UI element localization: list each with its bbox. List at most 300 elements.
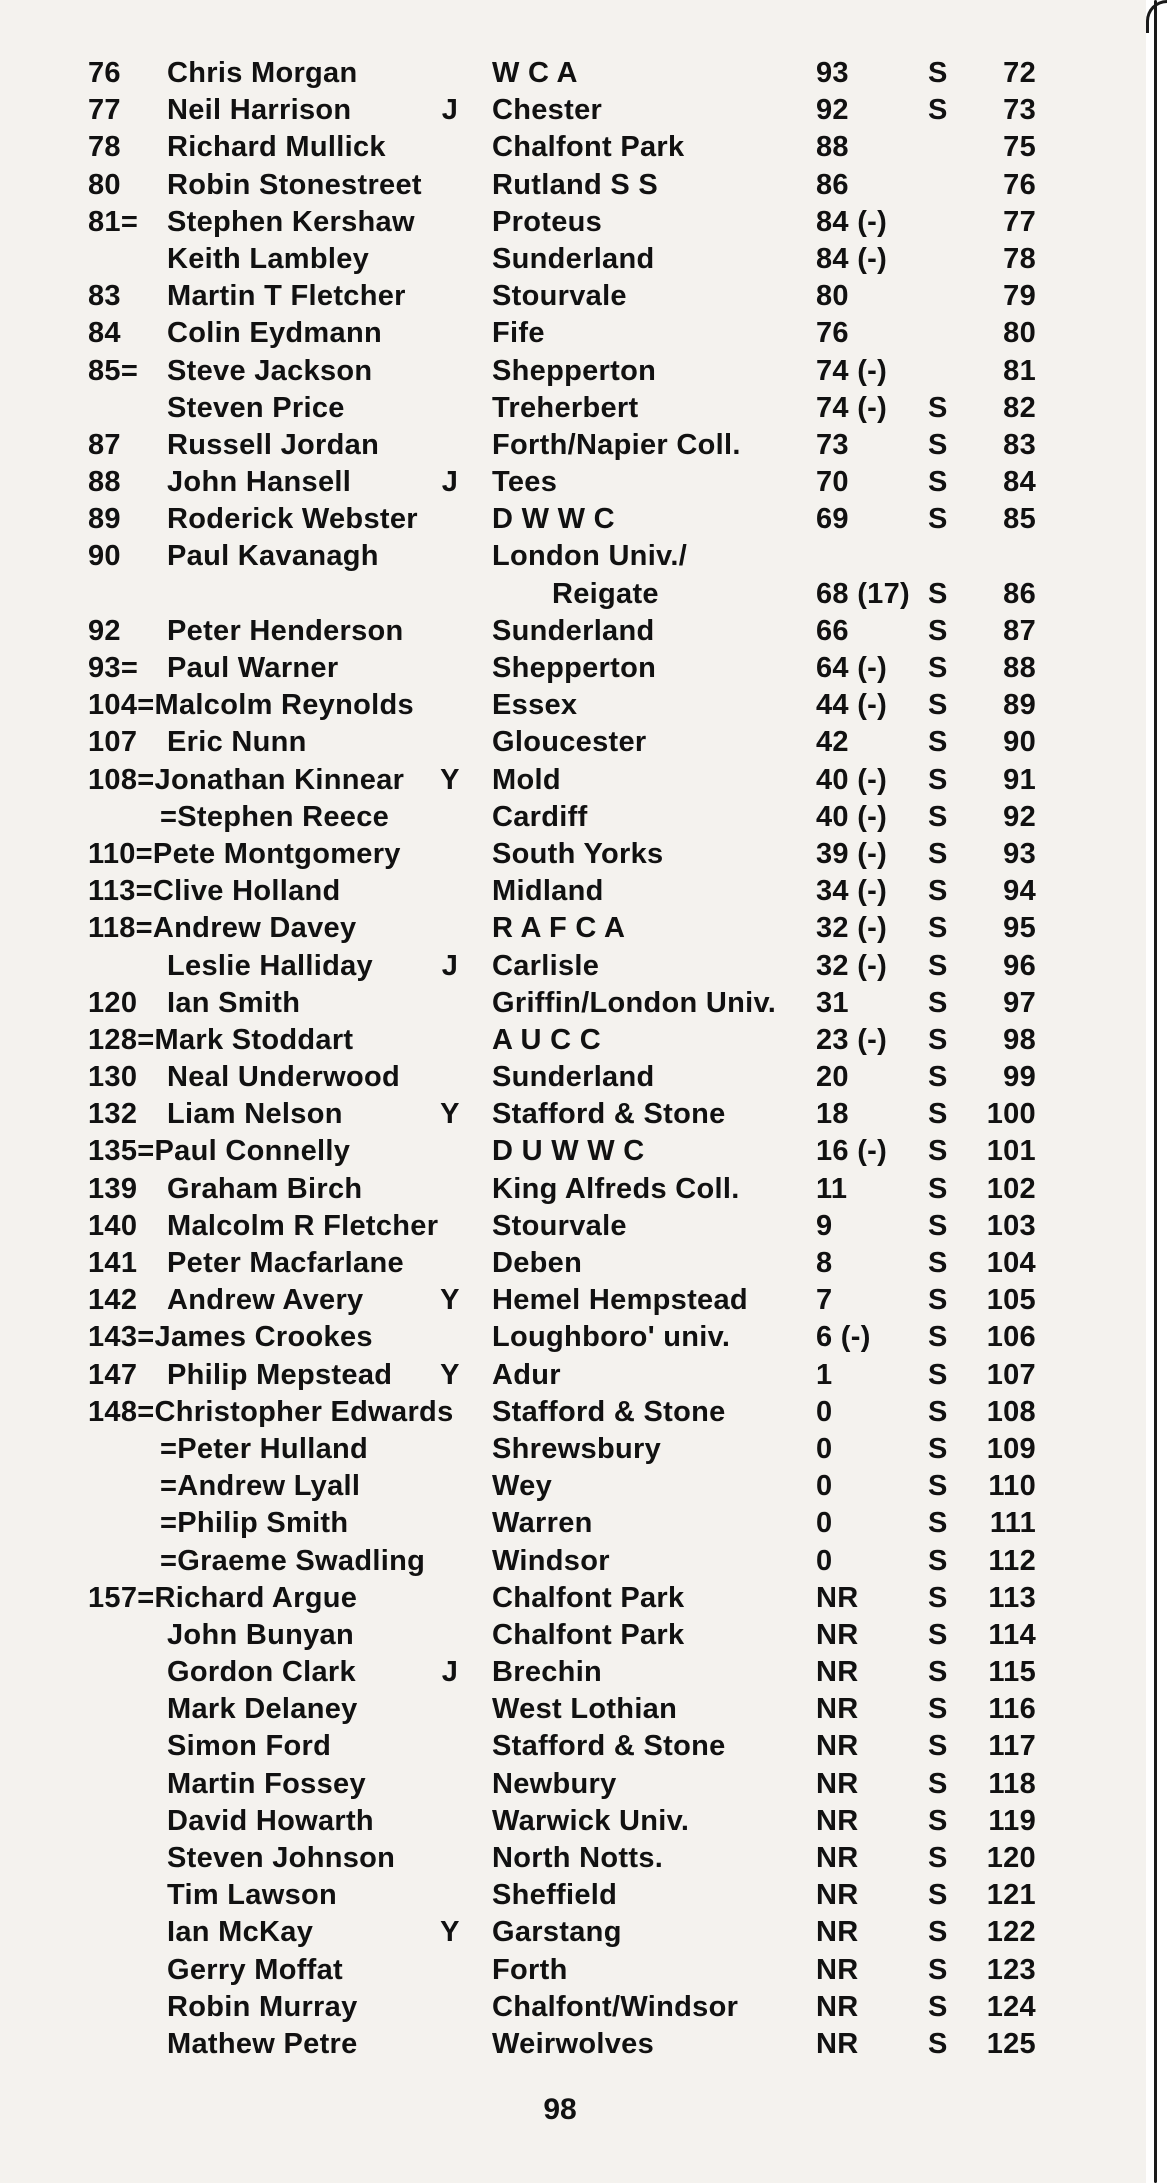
class-marker: S [928,949,948,982]
class-marker: S [928,652,948,684]
club: D U W W C [492,1135,645,1168]
score: 93 [816,57,849,89]
result-row [0,1989,1120,2026]
position: 77 [88,94,121,127]
club: R A F C A [492,912,626,945]
score: 44 (-) [816,689,888,722]
position: 88 [88,466,121,499]
class-marker: S [928,1990,948,2023]
position: 92 [88,614,121,647]
result-row [0,1208,1120,1245]
club: Garstang [492,1916,622,1949]
entry-number: 73 [1003,94,1036,127]
score: NR [816,1767,859,1800]
club: Cardiff [492,800,588,833]
entry-number: 80 [1003,317,1036,350]
entry-number: 119 [988,1804,1036,1837]
result-row [0,390,1120,427]
result-row [0,762,1120,799]
result-row [0,1654,1120,1691]
club: Sunderland [492,1061,655,1094]
position: 139 [88,1172,138,1205]
entry-number: 110 [988,1470,1036,1503]
position: 108=Jonathan Kinnear [88,763,405,796]
score: 0 [816,1470,833,1503]
club: Stourvale [492,1209,627,1242]
entry-number: 113 [988,1581,1036,1614]
score: 6 (-) [816,1321,871,1354]
position: 132 [88,1098,138,1131]
club: Rutland S S [492,168,659,201]
entry-number: 100 [986,1098,1036,1131]
position: 142 [88,1284,138,1317]
result-row [0,836,1120,873]
entry-number: 112 [988,1544,1036,1577]
competitor-name: Martin T Fletcher [167,280,406,313]
position: 147 [88,1358,138,1391]
competitor-name: David Howarth [167,1804,374,1837]
club: Sunderland [492,614,655,647]
club: Chester [492,94,603,127]
result-row [0,1394,1120,1431]
score: 40 (-) [816,763,888,796]
score: NR [816,1581,859,1614]
competitor-name: Paul Warner [167,652,339,684]
result-row [0,1617,1120,1654]
position: 120 [88,986,138,1019]
category: J [441,1656,459,1689]
score: 40 (-) [816,800,888,833]
result-row [0,55,1120,92]
club: Sheffield [492,1879,618,1912]
score: 0 [816,1395,833,1428]
score: 70 [816,466,849,499]
result-row [0,724,1120,761]
entry-number: 97 [1003,986,1036,1019]
entry-number: 124 [986,1990,1036,2023]
position: 130 [88,1061,138,1094]
position: 118=Andrew Davey [88,912,357,945]
entry-number: 81 [1003,354,1036,387]
score: 74 (-) [816,354,888,387]
club: Deben [492,1247,583,1279]
competitor-name: Paul Kavanagh [167,540,379,573]
class-marker: S [928,1730,948,1763]
class-marker: S [928,1581,948,1614]
competitor-name: Mathew Petre [167,2027,358,2060]
score: NR [816,1804,859,1837]
result-row [0,1877,1120,1914]
score: 69 [816,503,849,536]
result-row [0,910,1120,947]
class-marker: S [928,1135,948,1168]
score: 32 (-) [816,912,888,945]
club: Warren [492,1507,593,1540]
entry-number: 121 [986,1879,1036,1912]
competitor-name: Russell Jordan [167,428,380,461]
entry-number: 89 [1003,689,1036,722]
club: West Lothian [492,1693,678,1726]
entry-number: 83 [1003,428,1036,461]
position: 84 [88,317,121,350]
class-marker: S [928,1358,948,1391]
competitor-name: Malcolm R Fletcher [167,1209,439,1242]
club: Weirwolves [492,2027,655,2060]
score: 16 (-) [816,1135,888,1168]
club: Forth/Napier Coll. [492,428,741,461]
entry-number: 92 [1003,800,1036,833]
club: Mold [492,763,561,796]
club: Proteus [492,205,603,238]
position: 87 [88,428,121,461]
score: 0 [816,1507,833,1540]
competitor-name: Colin Eydmann [167,317,382,350]
competitor-name: Peter Macfarlane [167,1247,404,1279]
score: 73 [816,428,849,461]
result-row [0,948,1120,985]
score: 31 [816,986,849,1019]
score: 84 (-) [816,205,888,238]
class-marker: S [928,57,948,89]
score: NR [816,2027,859,2060]
score: NR [816,1953,859,1986]
club: Chalfont Park [492,1581,685,1614]
class-marker: S [928,1618,948,1651]
position: 128=Mark Stoddart [88,1023,354,1056]
club: Treherbert [492,391,639,424]
entry-number: 88 [1003,652,1036,684]
club: Chalfont Park [492,1618,685,1651]
position: 81= [88,205,139,238]
entry-number: 77 [1003,205,1036,238]
class-marker: S [928,763,948,796]
club: Stafford & Stone [492,1098,726,1131]
category: J [441,466,459,499]
result-row [0,1580,1120,1617]
class-marker: S [928,1767,948,1800]
result-row [0,1543,1120,1580]
club: W C A [492,57,578,89]
entry-number: 96 [1003,949,1036,982]
score: 23 (-) [816,1023,888,1056]
competitor-name: Andrew Avery [167,1284,364,1317]
class-marker: S [928,577,948,610]
class-marker: S [928,1023,948,1056]
entry-number: 84 [1003,466,1036,499]
class-marker: S [928,1656,948,1689]
entry-number: 123 [986,1953,1036,1986]
competitor-name: Neal Underwood [167,1061,400,1094]
position: 141 [88,1247,138,1279]
class-marker: S [928,912,948,945]
entry-number: 101 [986,1135,1036,1168]
class-marker: S [928,1953,948,1986]
entry-number: 122 [986,1916,1036,1949]
club: Carlisle [492,949,600,982]
position: 110=Pete Montgomery [88,837,401,870]
result-row [0,1505,1120,1542]
result-row [0,1059,1120,1096]
entry-number: 111 [989,1507,1036,1540]
club: Wey [492,1470,553,1503]
result-row [0,1431,1120,1468]
club: King Alfreds Coll. [492,1172,740,1205]
result-row [0,873,1120,910]
score: 64 (-) [816,652,888,684]
competitor-name: Ian McKay [167,1916,314,1949]
position: 89 [88,503,121,536]
competitor-name: Richard Mullick [167,131,386,164]
score: 88 [816,131,849,164]
club: Shepperton [492,652,657,684]
club: Sunderland [492,242,655,275]
position: =Peter Hulland [160,1432,369,1465]
competitor-name: Steven Price [167,391,345,424]
score: NR [816,1842,859,1874]
club: Stourvale [492,280,627,313]
competitor-name: John Bunyan [167,1618,354,1651]
class-marker: S [928,1842,948,1874]
class-marker: S [928,1544,948,1577]
position: =Andrew Lyall [160,1470,361,1503]
competitor-name: Gordon Clark [167,1656,356,1689]
class-marker: S [928,1916,948,1949]
entry-number: 85 [1003,503,1036,536]
entry-number: 72 [1003,57,1036,89]
score: 7 [816,1284,833,1317]
page-number: 98 [543,2093,577,2126]
score: 76 [816,317,849,350]
score: 20 [816,1061,849,1094]
entry-number: 120 [986,1842,1036,1874]
position: 107 [88,726,138,759]
club: Chalfont/Windsor [492,1990,739,2023]
entry-number: 95 [1003,912,1036,945]
position: 104=Malcolm Reynolds [88,689,414,722]
class-marker: S [928,391,948,424]
entry-number: 115 [988,1656,1036,1689]
competitor-name: Mark Delaney [167,1693,358,1726]
result-row [0,1319,1120,1356]
result-row [0,1282,1120,1319]
score: 8 [816,1247,833,1279]
club: D W W C [492,503,615,536]
score: NR [816,1990,859,2023]
score: NR [816,1656,859,1689]
club: Shrewsbury [492,1432,661,1465]
club: Chalfont Park [492,131,685,164]
competitor-name: Robin Murray [167,1990,358,2023]
score: NR [816,1618,859,1651]
position: 143=James Crookes [88,1321,373,1354]
class-marker: S [928,1209,948,1242]
entry-number: 103 [986,1209,1036,1242]
position: 83 [88,280,121,313]
score: 34 (-) [816,875,888,908]
category: Y [440,1358,460,1391]
result-row [0,241,1120,278]
club: Tees [492,466,558,499]
position: =Philip Smith [160,1507,349,1540]
competitor-name: Neil Harrison [167,94,352,127]
club: Stafford & Stone [492,1730,726,1763]
score: 84 (-) [816,242,888,275]
competitor-name: Leslie Halliday [167,949,373,982]
score: NR [816,1916,859,1949]
result-row [0,92,1120,129]
competitor-name: Steven Johnson [167,1842,396,1874]
entry-number: 99 [1003,1061,1036,1094]
position: 78 [88,131,121,164]
competitor-name: Steve Jackson [167,354,373,387]
result-row [0,650,1120,687]
entry-number: 109 [986,1432,1036,1465]
position: =Stephen Reece [160,800,390,833]
entry-number: 87 [1003,614,1036,647]
class-marker: S [928,1247,948,1279]
result-row [0,1171,1120,1208]
entry-number: 118 [988,1767,1036,1800]
result-row [0,1096,1120,1133]
score: 80 [816,280,849,313]
score: 68 (17) [816,577,910,610]
result-row [0,538,1120,575]
result-row [0,2026,1120,2063]
class-marker: S [928,1693,948,1726]
entry-number: 104 [986,1247,1036,1279]
class-marker: S [928,1470,948,1503]
position: =Graeme Swadling [160,1544,426,1577]
entry-number: 108 [986,1395,1036,1428]
score: 39 (-) [816,837,888,870]
competitor-name: John Hansell [167,466,352,499]
position: 135=Paul Connelly [88,1135,351,1168]
club: Griffin/London Univ. [492,986,777,1019]
result-row [0,576,1120,613]
result-row [0,315,1120,352]
result-row [0,167,1120,204]
club: South Yorks [492,837,664,870]
class-marker: S [928,1507,948,1540]
club: A U C C [492,1023,601,1056]
class-marker: S [928,1321,948,1354]
competitor-name: Ian Smith [167,986,301,1019]
competitor-name: Liam Nelson [167,1098,343,1131]
result-row [0,129,1120,166]
class-marker: S [928,800,948,833]
score: 9 [816,1209,833,1242]
category: Y [440,763,460,796]
result-row [0,1468,1120,1505]
result-row [0,1803,1120,1840]
entry-number: 106 [986,1321,1036,1354]
class-marker: S [928,1432,948,1465]
score: NR [816,1693,859,1726]
class-marker: S [928,1804,948,1837]
club: Reigate [552,577,659,610]
entry-number: 79 [1003,280,1036,313]
score: NR [816,1730,859,1763]
result-row [0,1766,1120,1803]
competitor-name: Stephen Kershaw [167,205,415,238]
score: 32 (-) [816,949,888,982]
position: 140 [88,1209,138,1242]
club: Loughboro' univ. [492,1321,731,1354]
result-row [0,1691,1120,1728]
category: J [441,94,459,127]
entry-number: 102 [986,1172,1036,1205]
class-marker: S [928,428,948,461]
entry-number: 86 [1003,577,1036,610]
result-row [0,985,1120,1022]
result-row [0,799,1120,836]
entry-number: 105 [986,1284,1036,1317]
competitor-name: Eric Nunn [167,726,307,759]
position: 148=Christopher Edwards [88,1395,454,1428]
club: London Univ./ [492,540,688,573]
entry-number: 76 [1003,168,1036,201]
result-row [0,613,1120,650]
competitor-name: Tim Lawson [167,1879,338,1912]
club: Warwick Univ. [492,1804,690,1837]
entry-number: 82 [1003,391,1036,424]
entry-number: 125 [986,2027,1036,2060]
entry-number: 78 [1003,242,1036,275]
score: 66 [816,614,849,647]
result-row [0,1914,1120,1951]
competitor-name: Graham Birch [167,1172,363,1205]
class-marker: S [928,503,948,536]
entry-number: 93 [1003,837,1036,870]
class-marker: S [928,726,948,759]
score: 74 (-) [816,391,888,424]
entry-number: 114 [988,1618,1036,1651]
score: 11 [816,1172,848,1205]
class-marker: S [928,986,948,1019]
position: 113=Clive Holland [88,875,341,908]
position: 157=Richard Argue [88,1581,358,1614]
result-row [0,278,1120,315]
entry-number: 116 [988,1693,1036,1726]
club: Essex [492,689,578,722]
class-marker: S [928,875,948,908]
club: Windsor [492,1544,610,1577]
club: Adur [492,1358,561,1391]
result-row [0,1952,1120,1989]
class-marker: S [928,689,948,722]
club: Fife [492,317,545,350]
entry-number: 98 [1003,1023,1036,1056]
result-row [0,1840,1120,1877]
position: 76 [88,57,121,89]
result-row [0,204,1120,241]
competitor-name: Chris Morgan [167,57,358,89]
competitor-name: Martin Fossey [167,1767,366,1800]
club: Midland [492,875,604,908]
club: Stafford & Stone [492,1395,726,1428]
class-marker: S [928,1284,948,1317]
club: Forth [492,1953,568,1986]
result-row [0,427,1120,464]
score: 1 [816,1358,833,1391]
score: 0 [816,1544,833,1577]
result-row [0,1133,1120,1170]
score: 42 [816,726,849,759]
competitor-name: Philip Mepstead [167,1358,393,1391]
competitor-name: Keith Lambley [167,242,370,275]
class-marker: S [928,1172,948,1205]
class-marker: S [928,1395,948,1428]
